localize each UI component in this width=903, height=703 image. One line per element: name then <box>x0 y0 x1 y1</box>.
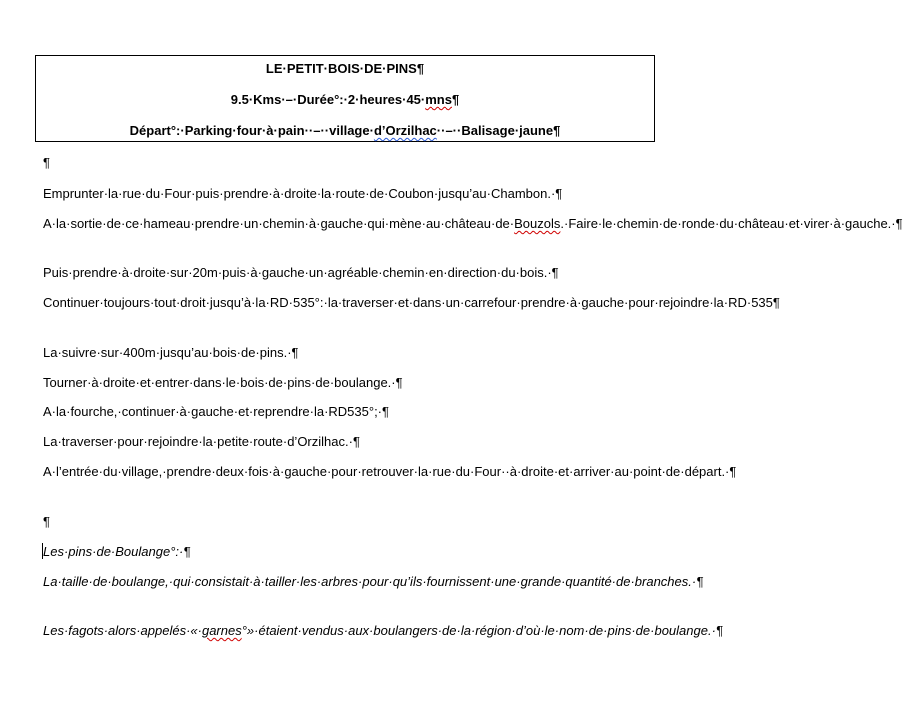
paragraph-boulange-2 <box>43 620 723 641</box>
paragraph-boulange-2-end: °»·étaient·vendus·aux·boulangers·de·la·région·d’où·le·nom·de·pins·de·boulange.·¶ <box>241 623 723 638</box>
paragraph-route-1: Emprunter·la·rue·du·Four·puis·prendre·à·droite·la·route·de·Coubon·jusqu’au·Chambon.·¶ <box>43 186 563 201</box>
paragraph-route-3: Puis·prendre·à·droite·sur·20m·puis·à·gauche·un·agréable·chemin·en·direction·du·bois.·¶ <box>43 265 559 280</box>
paragraph-route-7: A·la·fourche,·continuer·à·gauche·et·reprendre·la·RD535°;·¶ <box>43 404 389 419</box>
title-line-3 <box>36 123 654 138</box>
spelling-error-mns[interactable]: mns <box>425 92 452 107</box>
title-line-1: LE·PETIT·BOIS·DE·PINS¶ <box>265 61 425 76</box>
paragraph-boulange-1: La·taille·de·boulange,·qui·consistait·à·tailler·les·arbres·pour·qu’ils·fournissent·une·grande·quantité·de·branches.·¶ <box>43 574 704 589</box>
paragraph-boulange-2-text: Les·fagots·alors·appelés·«· <box>43 623 202 638</box>
paragraph-route-2-text: A·la·sortie·de·ce·hameau·prendre·un·chemin·à·gauche·qui·mène·au·château·de· <box>43 216 515 231</box>
title-line-3-text: Départ°:·Parking·four·à·pain··–··village· <box>129 123 374 138</box>
paragraph-route-2 <box>43 213 903 234</box>
title-line-2-text: 9.5·Kms·–·Durée°:·2·heures·45· <box>230 92 426 107</box>
grammar-flag-orzilhac[interactable]: d’Orzilhac <box>373 123 437 138</box>
paragraph-empty-1: ¶ <box>43 155 50 170</box>
spelling-error-garnes[interactable]: garnes <box>201 623 242 638</box>
title-line-2-end: ¶ <box>451 92 460 107</box>
paragraph-route-4: Continuer·toujours·tout·droit·jusqu’à·la·RD·535°:·la·traverser·et·dans·un·carrefour·prendre·à·gauche·pour·rejoindre·la·RD·535¶ <box>43 295 780 310</box>
title-line-3-end: ··–··Balisage·jaune¶ <box>436 123 561 138</box>
paragraph-empty-2: ¶ <box>43 514 50 529</box>
paragraph-route-8: La·traverser·pour·rejoindre·la·petite·route·d’Orzilhac.·¶ <box>43 434 360 449</box>
paragraph-route-2-end: .·Faire·le·chemin·de·ronde·du·château·et·virer·à·gauche.·¶ <box>560 216 903 231</box>
spelling-error-bouzols[interactable]: Bouzols <box>514 216 561 231</box>
title-line-2 <box>36 92 654 107</box>
paragraph-route-5: La·suivre·sur·400m·jusqu’au·bois·de·pins.·¶ <box>43 345 299 360</box>
title-box <box>35 55 655 142</box>
paragraph-route-6: Tourner·à·droite·et·entrer·dans·le·bois·de·pins·de·boulange.·¶ <box>43 375 403 390</box>
paragraph-route-9: A·l’entrée·du·village,·prendre·deux·fois·à·gauche·pour·retrouver·la·rue·du·Four··à·droite·et·arriver·au·point·de·départ.·¶ <box>43 464 737 479</box>
paragraph-heading-pins: Les·pins·de·Boulange°:·¶ <box>43 544 191 559</box>
